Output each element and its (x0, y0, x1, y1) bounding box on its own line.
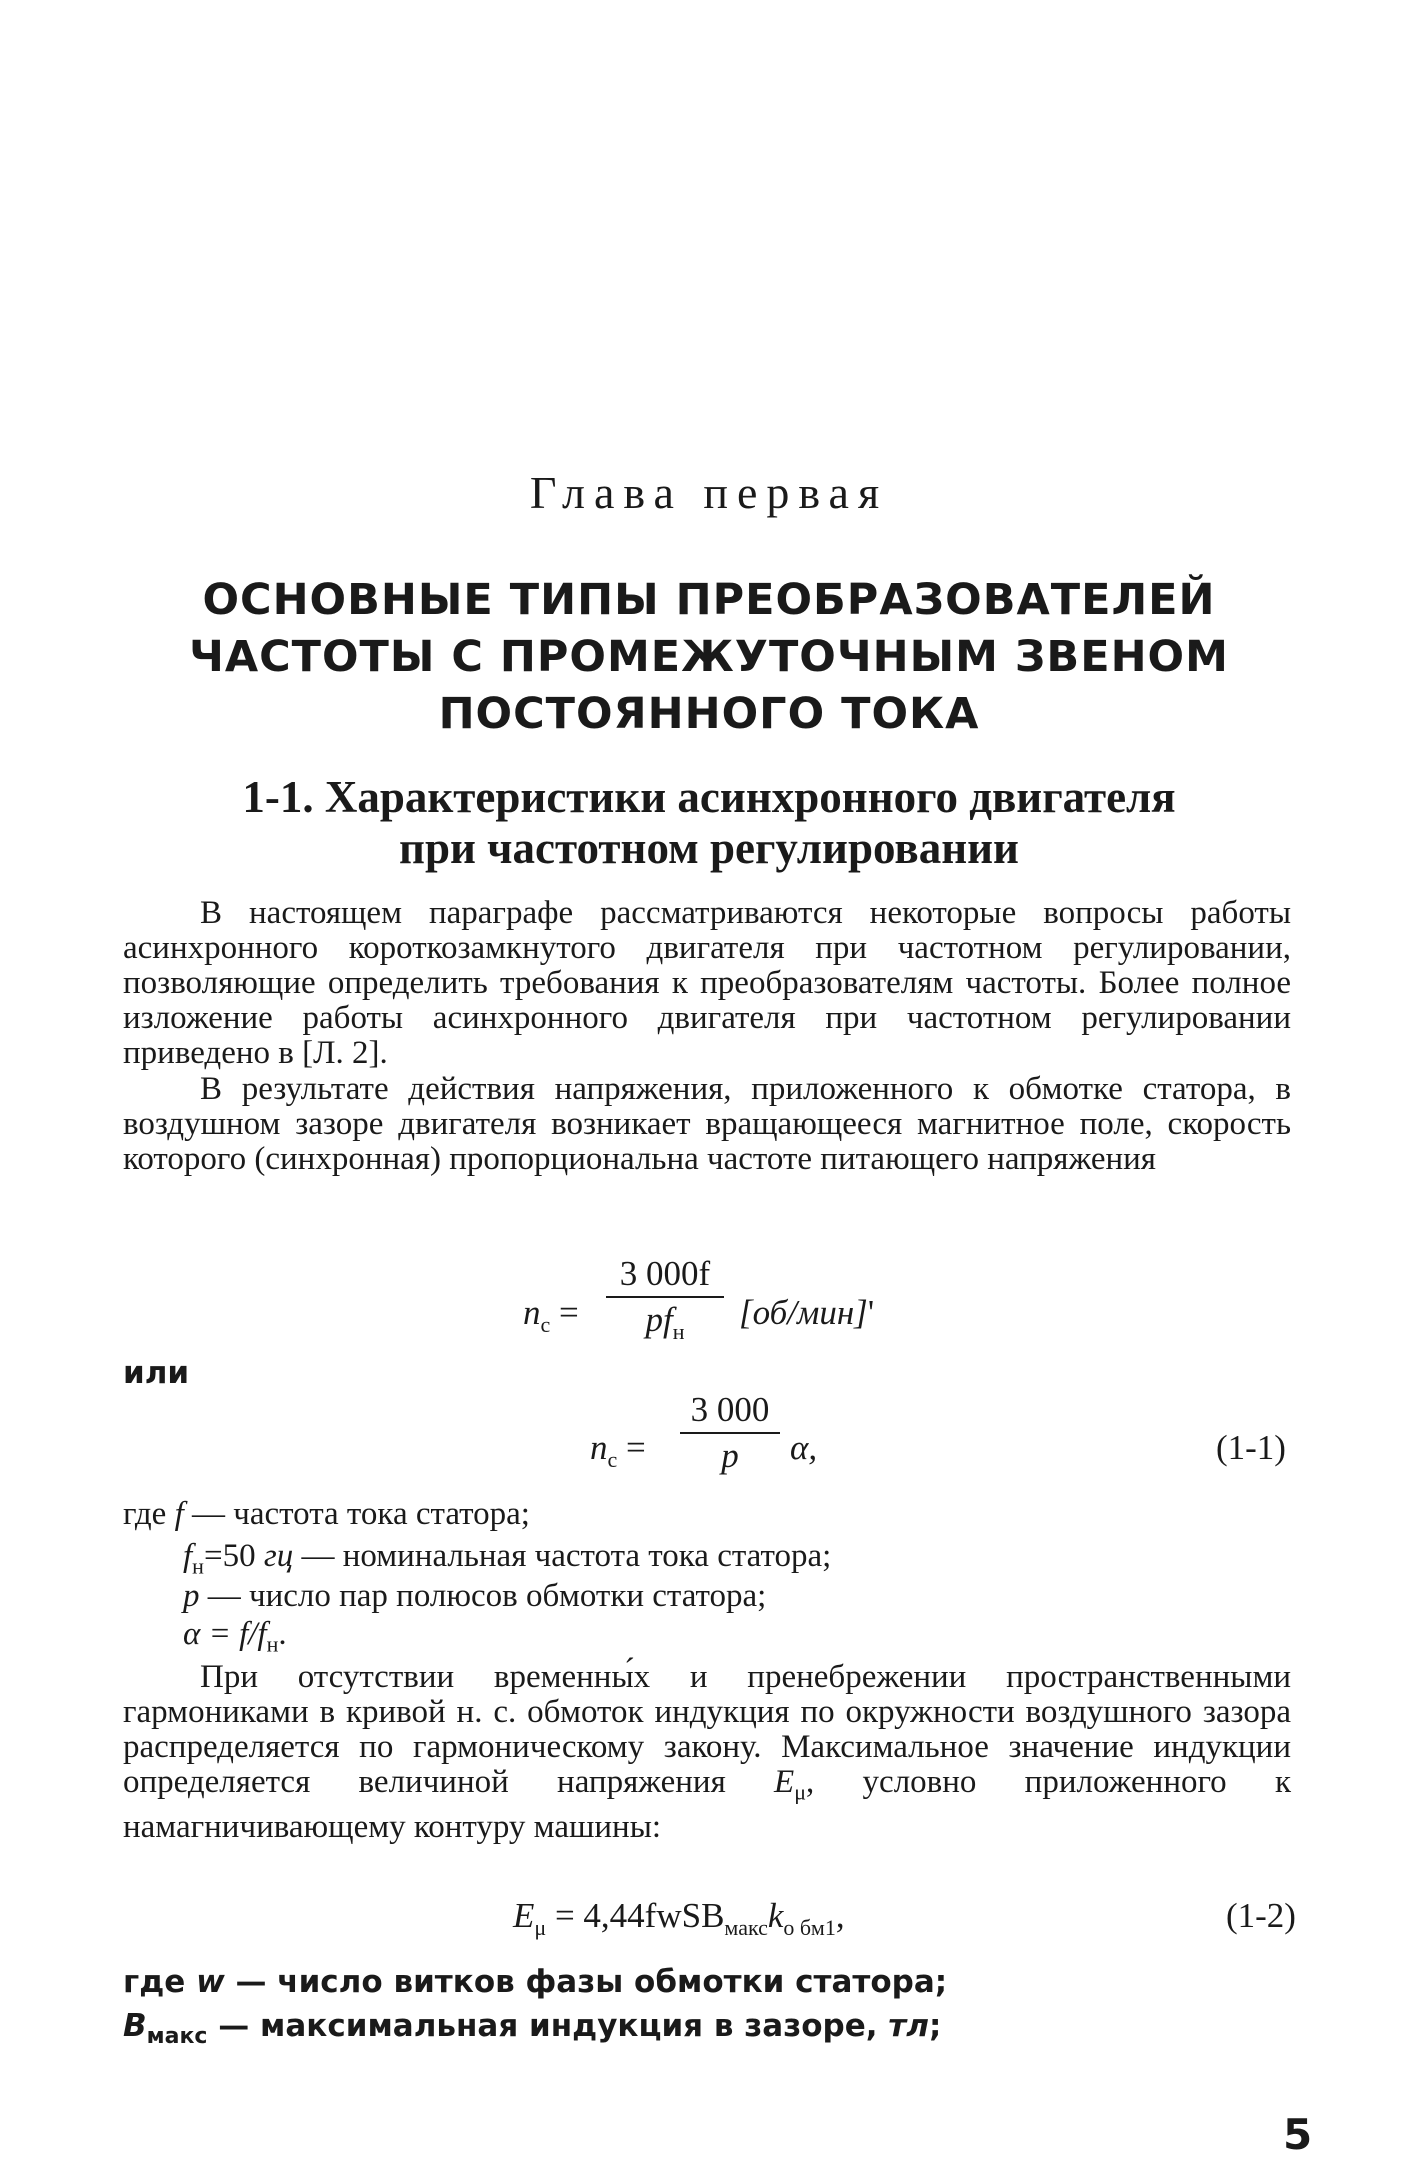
equation-number: (1-2) (1226, 1896, 1296, 1935)
equals-sign: = (626, 1428, 646, 1467)
definition-line: $\alpha = f/f_н$. (183, 1616, 287, 1657)
definition-line: $B_{макс}$ — максимальная индукция в зазоре, тл; (123, 2008, 942, 2050)
chapter-title-line: ПОСТОЯННОГО ТОКА (438, 689, 980, 739)
paragraph-field: В результате действия напряжения, приложенного к обмотке статора, в воздушном зазоре двигателя возникает вращающееся магнитное поле, скорость которого (синхронная) пропорциональна частоте питающего напряжения (123, 1071, 1291, 1177)
equals-sign: = (559, 1293, 579, 1332)
section-title (0, 772, 1418, 874)
formula-unit: [об/мин]' (739, 1293, 875, 1332)
formula-lhs: $n_с$ (523, 1293, 551, 1337)
fraction-denominator: $pf_н$ (645, 1300, 685, 1344)
fraction-denominator: p (721, 1436, 739, 1475)
definition-line: где f — частота тока статора; (123, 1496, 530, 1532)
chapter-label: Глава первая (529, 467, 889, 518)
fraction-bar (680, 1432, 780, 1434)
chapter-title (0, 572, 1418, 743)
formula-fraction (606, 1254, 724, 1345)
paragraph-intro: В настоящем параграфе рассматриваются некоторые вопросы работы асинхронного короткозамкнутого двигателя при частотном регулировании, позволяющие определить требования к преобразователям частоты. Более полное изложение работы асинхронного двигателя при частотном регулировании приведено в [Л. 2]. (123, 895, 1291, 1071)
definition-line: p — число пар полюсов обмотки статора; (183, 1578, 767, 1614)
page-number: 5 (1283, 2110, 1313, 2159)
definition-line: где w — число витков фазы обмотки статора; (123, 1964, 948, 2000)
section-title-line-1: 1-1. Характеристики асинхронного двигателя (242, 772, 1176, 822)
chapter-title-line: ОСНОВНЫЕ ТИПЫ ПРЕОБРАЗОВАТЕЛЕЙ (202, 575, 1216, 625)
formula-fraction (680, 1390, 780, 1476)
or-label: или (123, 1355, 190, 1391)
formula-lhs: $n_с$ (590, 1428, 618, 1472)
equation-number: (1-1) (1216, 1428, 1286, 1467)
fraction-numerator: 3 000f (619, 1254, 711, 1293)
fraction-bar (606, 1296, 724, 1298)
definition-line: $f_н=50$ гц — номинальная частота тока статора; (183, 1538, 832, 1579)
fraction-numerator: 3 000 (690, 1390, 770, 1429)
formula-nc-alpha (590, 1428, 646, 1473)
chapter-title-line: ЧАСТОТЫ С ПРОМЕЖУТОЧНЫМ ЗВЕНОМ (189, 632, 1229, 682)
paragraph-induction: При отсутствии временны́х и пренебрежении пространственными гармониками в кривой н. с. обмоток индукция по окружности воздушного зазора распределяется по гармоническому закону. Максимальное значение индукции определяется величиной напряжения $E_\mu$, условно приложенного к намагничивающему контуру машины: (123, 1659, 1291, 1845)
formula-e-mu: $E_\mu$ = $4,44fwSB_{макс}k_{о бм1}$, (513, 1896, 845, 1940)
formula-nc-rpm (523, 1293, 579, 1338)
section-title-line-2: при частотном регулировании (399, 823, 1019, 873)
formula-tail: α, (790, 1428, 818, 1467)
